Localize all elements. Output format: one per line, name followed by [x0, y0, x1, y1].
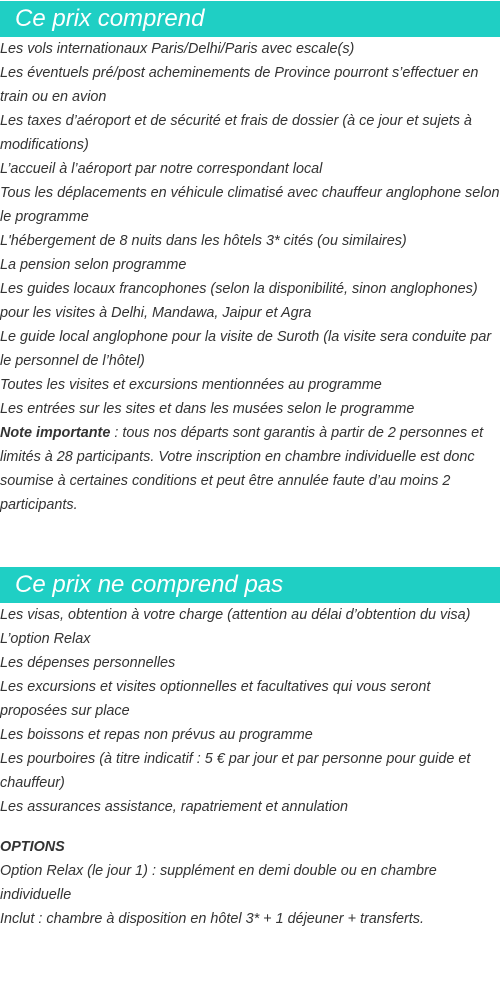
section-title-excludes: Ce prix ne comprend pas — [0, 567, 500, 603]
important-note — [0, 421, 500, 517]
list-item: Les taxes d’aéroport et de sécurité et frais de dossier (à ce jour et sujets à modifications) — [0, 113, 472, 153]
list-item: Les visas, obtention à votre charge (attention au délai d’obtention du visa) — [0, 607, 471, 623]
list-item: Les pourboires (à titre indicatif : 5 € par jour et par personne pour guide et chauffeur) — [0, 751, 471, 791]
options-title: OPTIONS — [0, 839, 65, 855]
note-text: : tous nos départs sont garantis à partir de 2 personnes et limités à 28 participants. Votre inscription en chambre individuelle est donc soumise à certaines conditions et peut être annulée faute d’au moins 2 participants. — [0, 425, 484, 513]
list-item: Les vols internationaux Paris/Delhi/Paris avec escale(s) — [0, 41, 355, 57]
list-item: Les dépenses personnelles — [0, 655, 176, 671]
excludes-list — [0, 603, 500, 819]
section-spacer — [0, 517, 500, 567]
note-label: Note importante — [0, 425, 111, 441]
list-item: L’option Relax — [0, 631, 91, 647]
list-item: Toutes les visites et excursions mentionnées au programme — [0, 377, 382, 393]
list-item: La pension selon programme — [0, 257, 187, 273]
section-title-includes: Ce prix comprend — [0, 1, 500, 37]
list-item: Les guides locaux francophones (selon la disponibilité, sinon anglophones) pour les visites à Delhi, Mandawa, Jaipur et Agra — [0, 281, 478, 321]
list-item: Option Relax (le jour 1) : supplément en demi double ou en chambre individuelle — [0, 863, 437, 903]
list-item: Les excursions et visites optionnelles et facultatives qui vous seront proposées sur place — [0, 679, 431, 719]
list-item: Les assurances assistance, rapatriement et annulation — [0, 799, 348, 815]
list-item: L’accueil à l’aéroport par notre correspondant local — [0, 161, 323, 177]
list-item: Inclut : chambre à disposition en hôtel 3* + 1 déjeuner + transferts. — [0, 911, 424, 927]
list-item: Le guide local anglophone pour la visite de Suroth (la visite sera conduite par le personnel de l’hôtel) — [0, 329, 492, 369]
list-item: Les boissons et repas non prévus au programme — [0, 727, 313, 743]
list-item: Les entrées sur les sites et dans les musées selon le programme — [0, 401, 415, 417]
list-item: L'hébergement de 8 nuits dans les hôtels 3* cités (ou similaires) — [0, 233, 407, 249]
options-list — [0, 859, 500, 931]
list-item: Tous les déplacements en véhicule climatisé avec chauffeur anglophone selon le programme — [0, 185, 500, 225]
includes-list — [0, 37, 500, 421]
list-item: Les éventuels pré/post acheminements de Province pourront s’effectuer en train ou en avion — [0, 65, 479, 105]
